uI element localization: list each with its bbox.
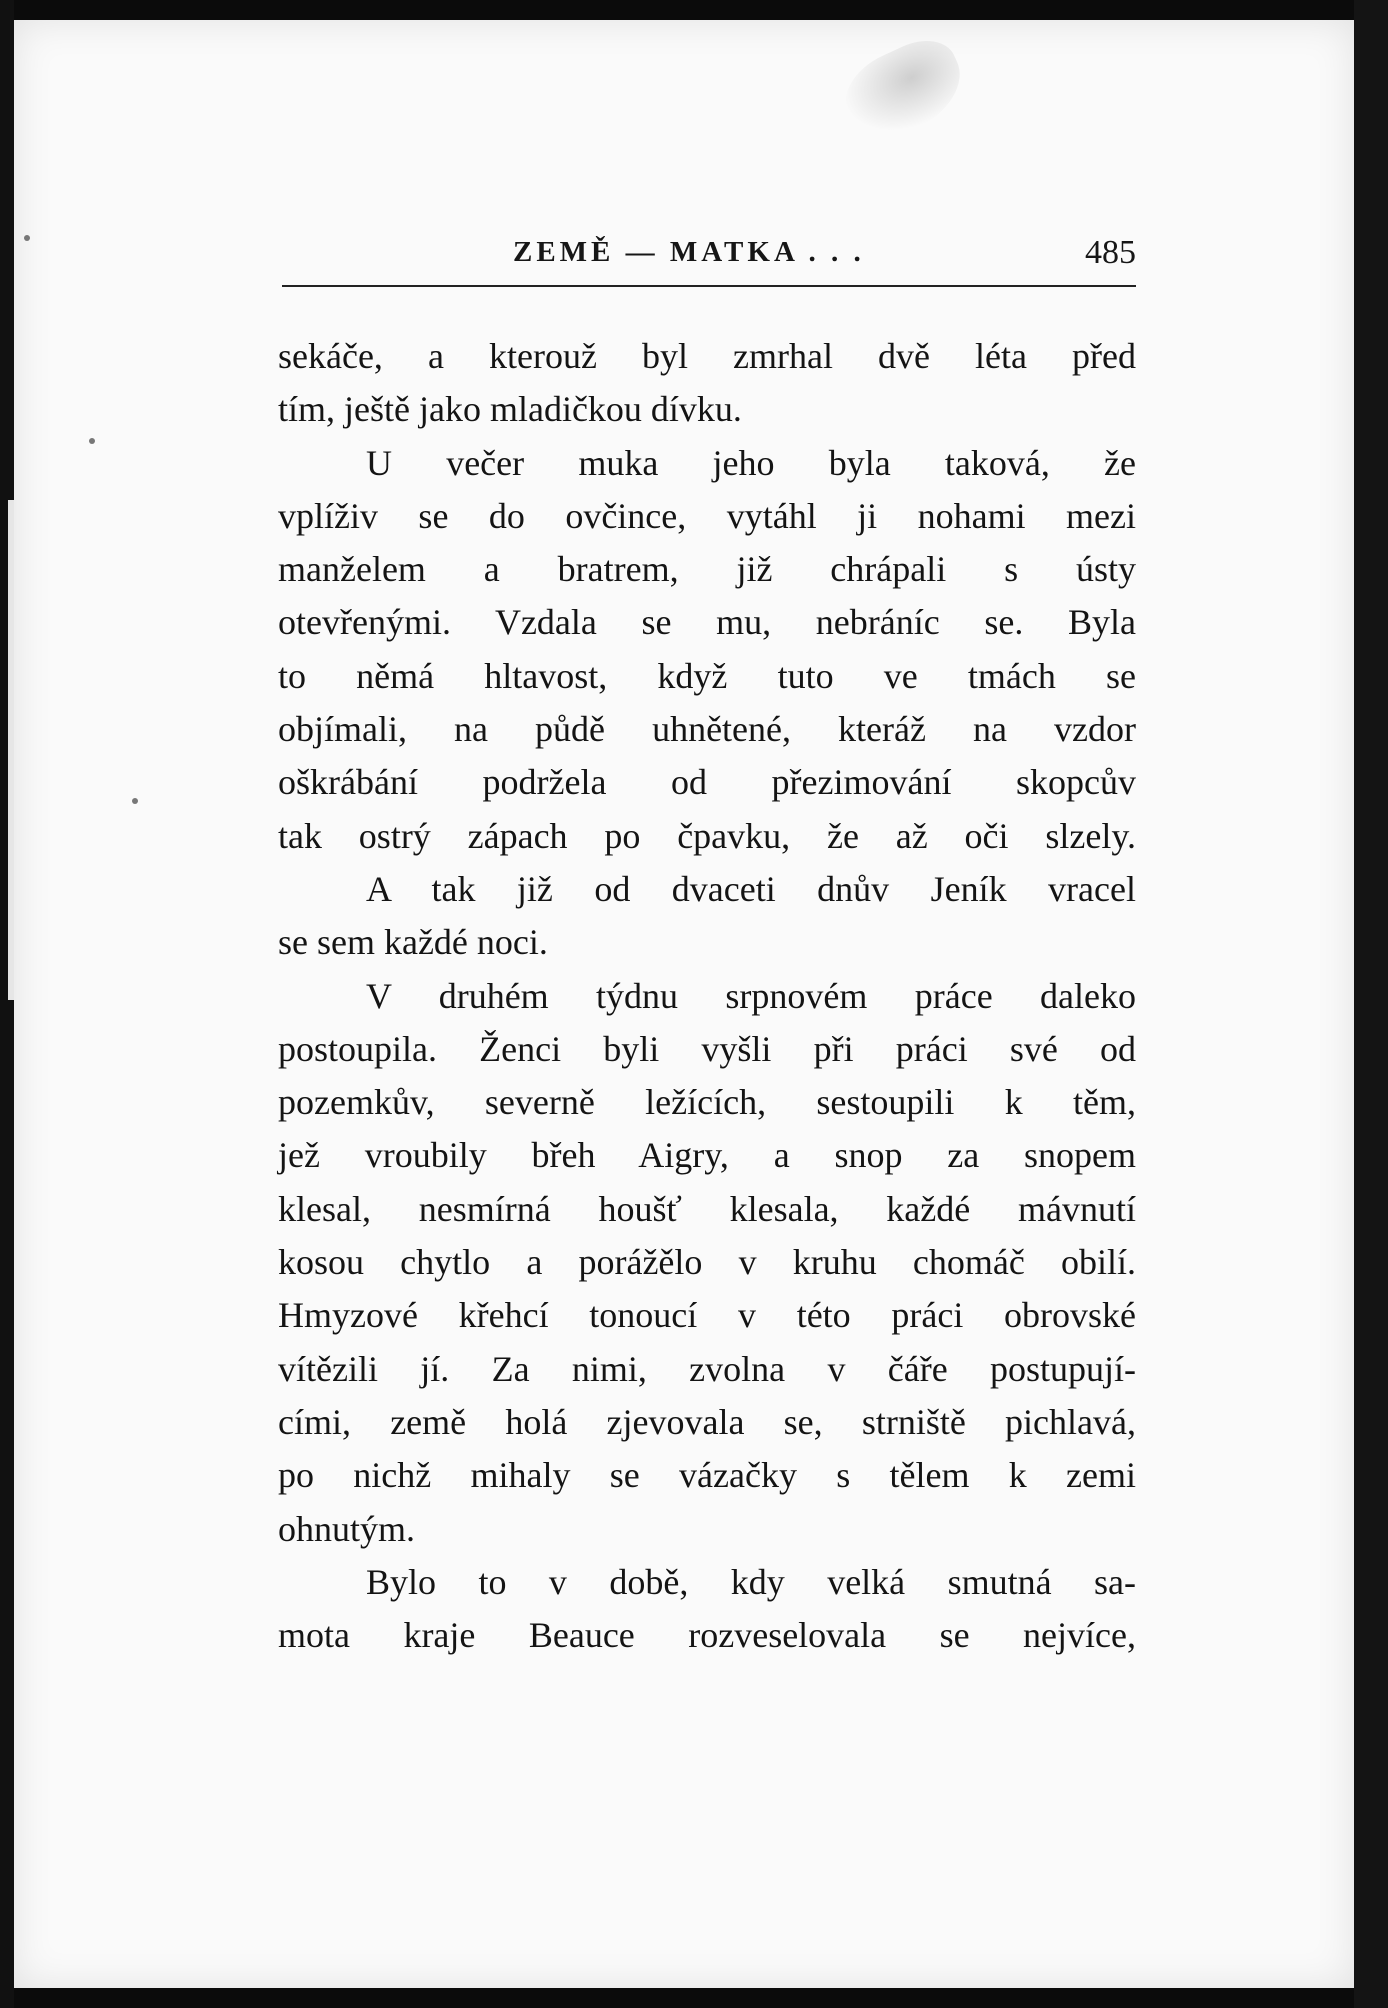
text-line: klesal, nesmírná houšť klesala, každé mávnutí	[278, 1188, 1136, 1229]
speck	[132, 798, 138, 804]
text-line: to němá hltavost, když tuto ve tmách se	[278, 655, 1136, 696]
text-line: Bylo to v době, kdy velká smutná sa-	[366, 1561, 1136, 1602]
running-header	[280, 228, 1136, 278]
header-rule	[282, 285, 1136, 287]
text-line: postoupila. Ženci byli vyšli při práci své od	[278, 1028, 1136, 1069]
text-line: cími, země holá zjevovala se, strniště pichlavá,	[278, 1401, 1136, 1442]
running-title: ZEMĚ — MATKA . . .	[513, 236, 865, 268]
body-text	[278, 330, 1136, 1662]
text-line: vítězili jí. Za nimi, zvolna v čáře postupují-	[278, 1348, 1136, 1389]
text-line: manželem a bratrem, již chrápali s ústy	[278, 549, 1136, 590]
text-line: oškrábání podržela od přezimování skopcův	[278, 762, 1136, 803]
text-line: A tak již od dvaceti dnův Jeník vracel	[366, 868, 1136, 909]
text-line: ohnutým.	[278, 1508, 416, 1549]
text-line: se sem každé noci.	[278, 922, 548, 963]
text-line: tak ostrý zápach po čpavku, že až oči slzely.	[278, 815, 1136, 856]
text-line: kosou chytlo a porážělo v kruhu chomáč obilí.	[278, 1242, 1136, 1283]
text-line: otevřenými. Vzdala se mu, nebráníc se. Byla	[278, 602, 1136, 643]
binding-edge	[0, 0, 14, 2008]
text-line: jež vroubily břeh Aigry, a snop za snopem	[278, 1135, 1136, 1176]
text-line: mota kraje Beauce rozveselovala se nejvíce,	[278, 1615, 1136, 1656]
text-line: V druhém týdnu srpnovém práce daleko	[366, 975, 1136, 1016]
text-line: tím, ještě jako mladičkou dívku.	[278, 389, 742, 430]
text-line: pozemkův, severně ležících, sestoupili k těm,	[278, 1082, 1136, 1123]
speck	[89, 438, 95, 444]
text-line: U večer muka jeho byla taková, že	[366, 442, 1136, 483]
ink-smudge	[833, 28, 976, 151]
text-line: Hmyzové křehcí tonoucí v této práci obrovské	[278, 1295, 1136, 1336]
text-line: vplíživ se do ovčince, vytáhl ji nohami mezi	[278, 495, 1136, 536]
text-line: objímali, na půdě uhnětené, kteráž na vzdor	[278, 709, 1136, 750]
page-number: 485	[1085, 234, 1136, 271]
speck	[24, 235, 30, 241]
text-line: sekáče, a kterouž byl zmrhal dvě léta před	[278, 336, 1136, 376]
text-line: po nichž mihaly se vázačky s tělem k zemi	[278, 1455, 1136, 1496]
scan-border	[1354, 0, 1388, 2008]
